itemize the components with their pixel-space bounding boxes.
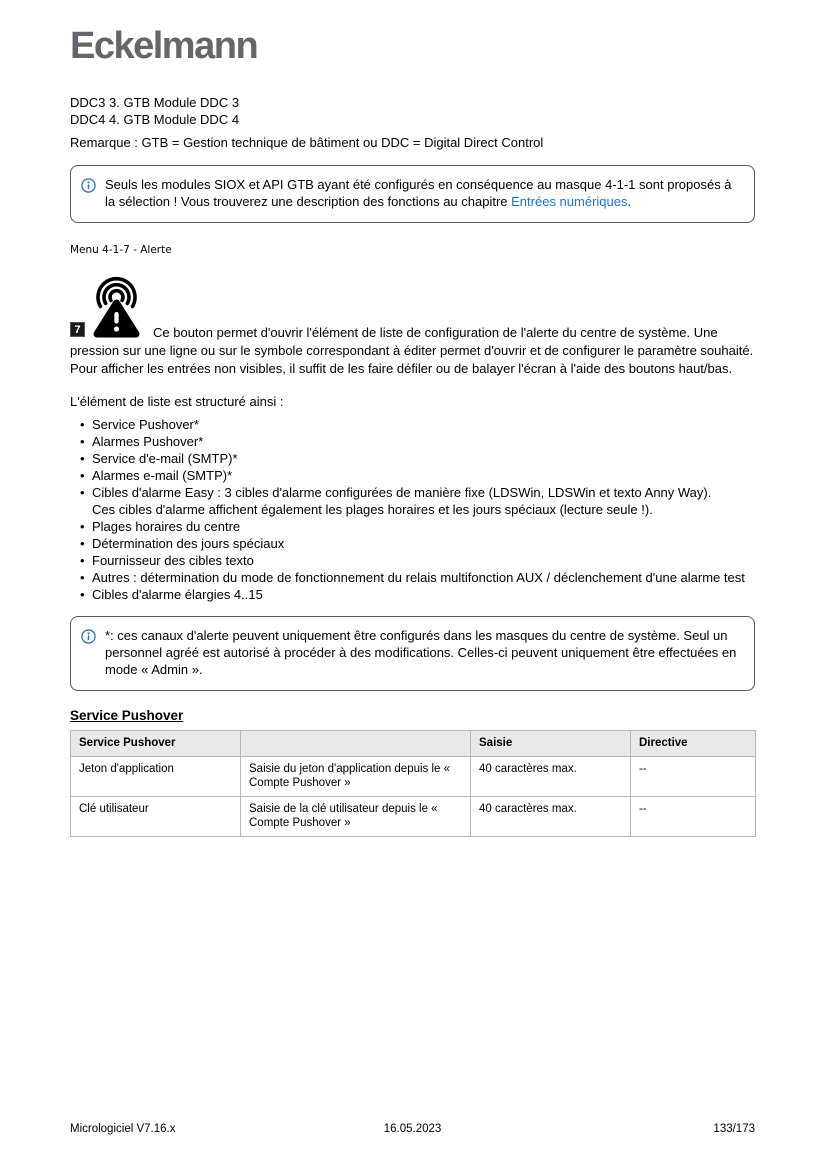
- info-note-box-1: [70, 165, 755, 223]
- list-item: • Alarmes e-mail (SMTP)*: [92, 467, 755, 484]
- note-1-text: [105, 176, 740, 210]
- cell-param: Jeton d'application: [71, 756, 241, 796]
- cell-directive: --: [631, 756, 756, 796]
- cell-description: Saisie de la clé utilisateur depuis le « Compte Pushover »: [241, 796, 471, 836]
- note-1-text-before: Seuls les modules SIOX et API GTB ayant été configurés en conséquence au masque 4-1-1 sont proposés à la sélection ! Vous trouverez une description des fonctions au chapitre: [105, 176, 732, 209]
- col-header-service: Service Pushover: [71, 730, 241, 756]
- info-note-box-2: [70, 616, 755, 691]
- col-header-saisie: Saisie: [471, 730, 631, 756]
- alert-structure-list: [70, 416, 755, 603]
- ddc4-line: DDC4 4. GTB Module DDC 4: [70, 111, 240, 127]
- cell-directive: --: [631, 796, 756, 836]
- button-7-badge: 7: [70, 322, 85, 337]
- info-circle-icon: [81, 178, 96, 193]
- cell-param: Clé utilisateur: [71, 796, 241, 836]
- list-item: • Cibles d'alarme Easy : 3 cibles d'alarme configurées de manière fixe (LDSWin, LDSWin et texto Anny Way). Ces cibles d'alarme affichent également les plages horaires et les jours spéciaux (lecture seule !).: [92, 484, 755, 518]
- list-item: • Autres : détermination du mode de fonctionnement du relais multifonction AUX / déclenchement d'une alarme test: [92, 569, 755, 586]
- list-item: • Cibles d'alarme élargies 4..15: [92, 586, 755, 603]
- list-item: • Service d'e-mail (SMTP)*: [92, 450, 755, 467]
- col-header-directive: Directive: [631, 730, 756, 756]
- alert-paragraph: [70, 273, 755, 378]
- list-item: • Service Pushover*: [92, 416, 755, 433]
- footer-firmware-version: Micrologiciel V7.16.x: [70, 1123, 176, 1135]
- list-item: • Détermination des jours spéciaux: [92, 535, 755, 552]
- table-row: [71, 796, 756, 836]
- info-circle-icon: [81, 629, 96, 644]
- alarm-broadcast-triangle-icon: [84, 276, 142, 340]
- note-1-text-after: .: [627, 193, 632, 209]
- cell-saisie: 40 caractères max.: [471, 796, 631, 836]
- list-intro: L'élément de liste est structuré ainsi :: [70, 393, 284, 409]
- alert-paragraph-text: Ce bouton permet d'ouvrir l'élément de liste de configuration de l'alerte du centre de système. Une pression sur une ligne ou sur le symbole correspondant à éditer permet d'ouvrir et de configurer le paramètre souhaité. Pour afficher les entrées non visibles, il suffit de les faire défiler ou de balayer l'écran à l'aide des boutons haut/bas.: [70, 324, 754, 376]
- col-header-empty: [241, 730, 471, 756]
- eckelmann-logo: Eckelmann: [70, 25, 258, 67]
- cell-description: Saisie du jeton d'application depuis le « Compte Pushover »: [241, 756, 471, 796]
- note-2-text: *: ces canaux d'alerte peuvent uniquement être configurés dans les masques du centre de système. Seul un personnel agréé est autorisé à procéder à des modifications. Celles-ci peuvent uniquement être effectuées en mode « Admin ».: [105, 627, 737, 677]
- list-item: • Alarmes Pushover*: [92, 433, 755, 450]
- table-row: [71, 756, 756, 796]
- remark-line: Remarque : GTB = Gestion technique de bâtiment ou DDC = Digital Direct Control: [70, 134, 544, 150]
- ddc3-line: DDC3 3. GTB Module DDC 3: [70, 94, 240, 110]
- alert-button: [70, 273, 146, 337]
- table-header-row: [71, 730, 756, 756]
- menu-caption: Menu 4-1-7 - Alerte: [70, 243, 172, 256]
- section-heading: Service Pushover: [70, 707, 184, 723]
- footer-page-number: 133/173: [713, 1123, 755, 1135]
- service-pushover-table: [70, 730, 756, 837]
- footer-date: 16.05.2023: [383, 1123, 442, 1135]
- entrees-numeriques-link[interactable]: Entrées numériques: [511, 193, 628, 209]
- list-item: • Fournisseur des cibles texto: [92, 552, 755, 569]
- list-item: • Plages horaires du centre: [92, 518, 755, 535]
- cell-saisie: 40 caractères max.: [471, 756, 631, 796]
